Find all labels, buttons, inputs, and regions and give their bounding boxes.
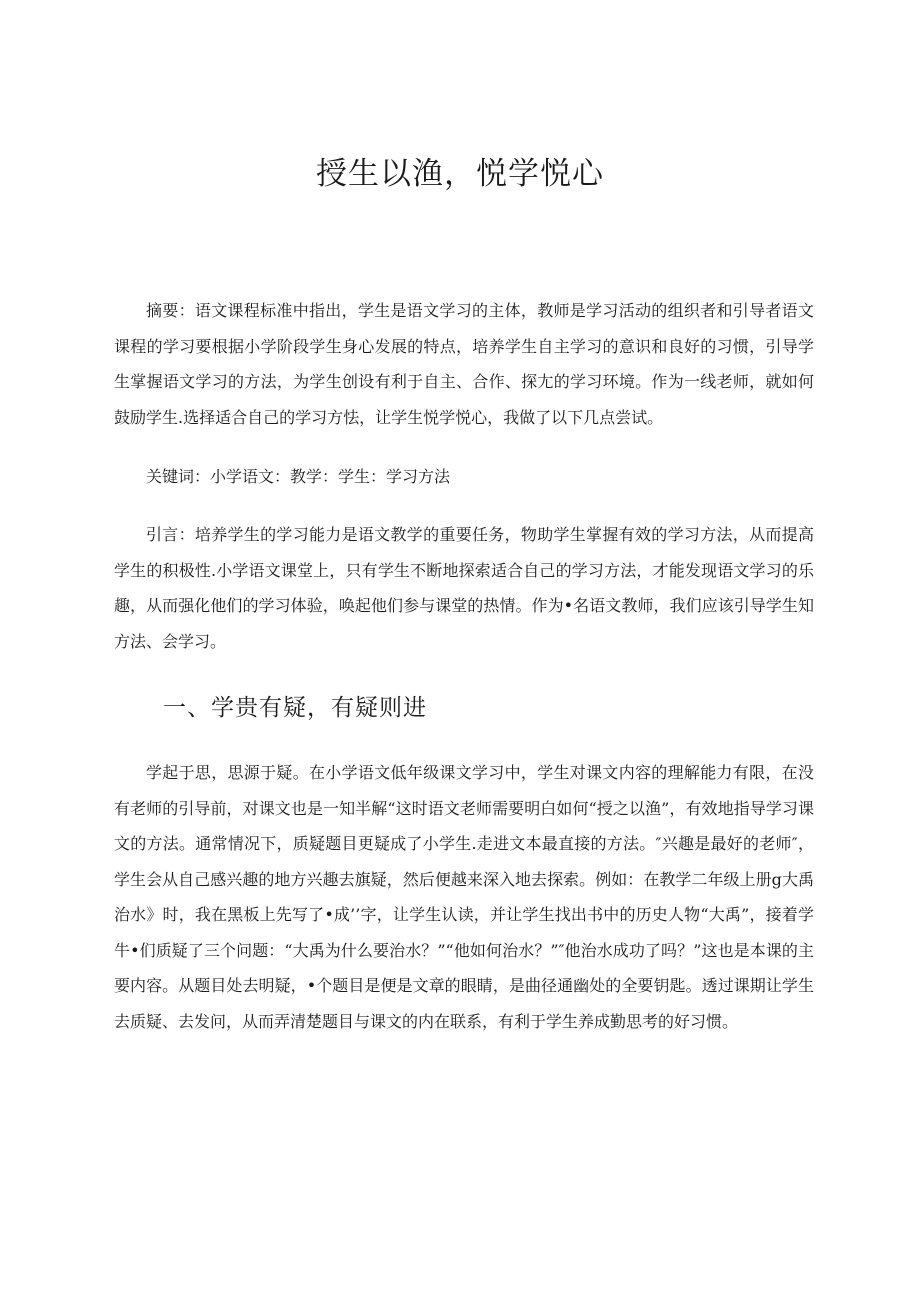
- document-title: 授生以渔，悦学悦心: [316, 156, 604, 192]
- section-heading: 一、学贵有疑，有疑则进: [163, 695, 427, 721]
- keywords-paragraph: 关键词：小学语文：教学：学生：学习方法: [146, 467, 451, 486]
- introduction-paragraph: 引言：培养学生的学习能力是语文教学的重要任务，物助学生掌握有效的学习方法，从而提高学生的积极性.小学语文课堂上，只有学生不断地探索适合自己的学习方法，才能发现语文学习的乐趣，从而强化他们的学习体验，唤起他们参与课堂的热情。作为•名语文教师，我们应该引导学生知方法、会学习。: [114, 525, 814, 651]
- section-body-paragraph: 学起于思，思源于疑。在小学语文低年级课文学习中，学生对课文内容的理解能力有限，在没有老师的引导前，对课文也是一知半解“这时语文老师需要明白如何“授之以渔”，有效地指导学习课文的方法。通常情况下，质疑题目更疑成了小学生.走进文本最直接的方法。″兴趣是最好的老师″，学生会从自己感兴趣的地方兴趣去旗疑，然后便越来深入地去探索。例如：在教学二年级上册g大禹治水》时，我在黑板上先写了•成’’字，让学生认读，并让学生找出书中的历史人物“大禹”，接着学牛•们质疑了三个问题：“大禹为什么要治水？”“他如何治水？”″他治水成功了吗？”这也是本课的主要内容。从题目处去明疑，•个题目是便是文章的眼睛，是曲径通幽处的全要钥匙。透过课期让学生去质疑、去发问，从而弄清楚题目与课文的内在联系，有利于学生养成勤思考的好习惯。: [114, 763, 814, 1031]
- abstract-paragraph: 摘要：语文课程标准中指出，学生是语文学习的主体，教师是学习活动的组织者和引导者语文课程的学习要根据小学阶段学生身心发展的特点，培养学生自主学习的意识和良好的习惯，引导学生掌握语文学习的方法，为学生创设有利于自主、合作、探尢的学习环境。作为一线老师，就如何鼓励学生.选择适合自己的学习方怯，让学生悦学悦心，我做了以下几点尝试。: [114, 301, 814, 427]
